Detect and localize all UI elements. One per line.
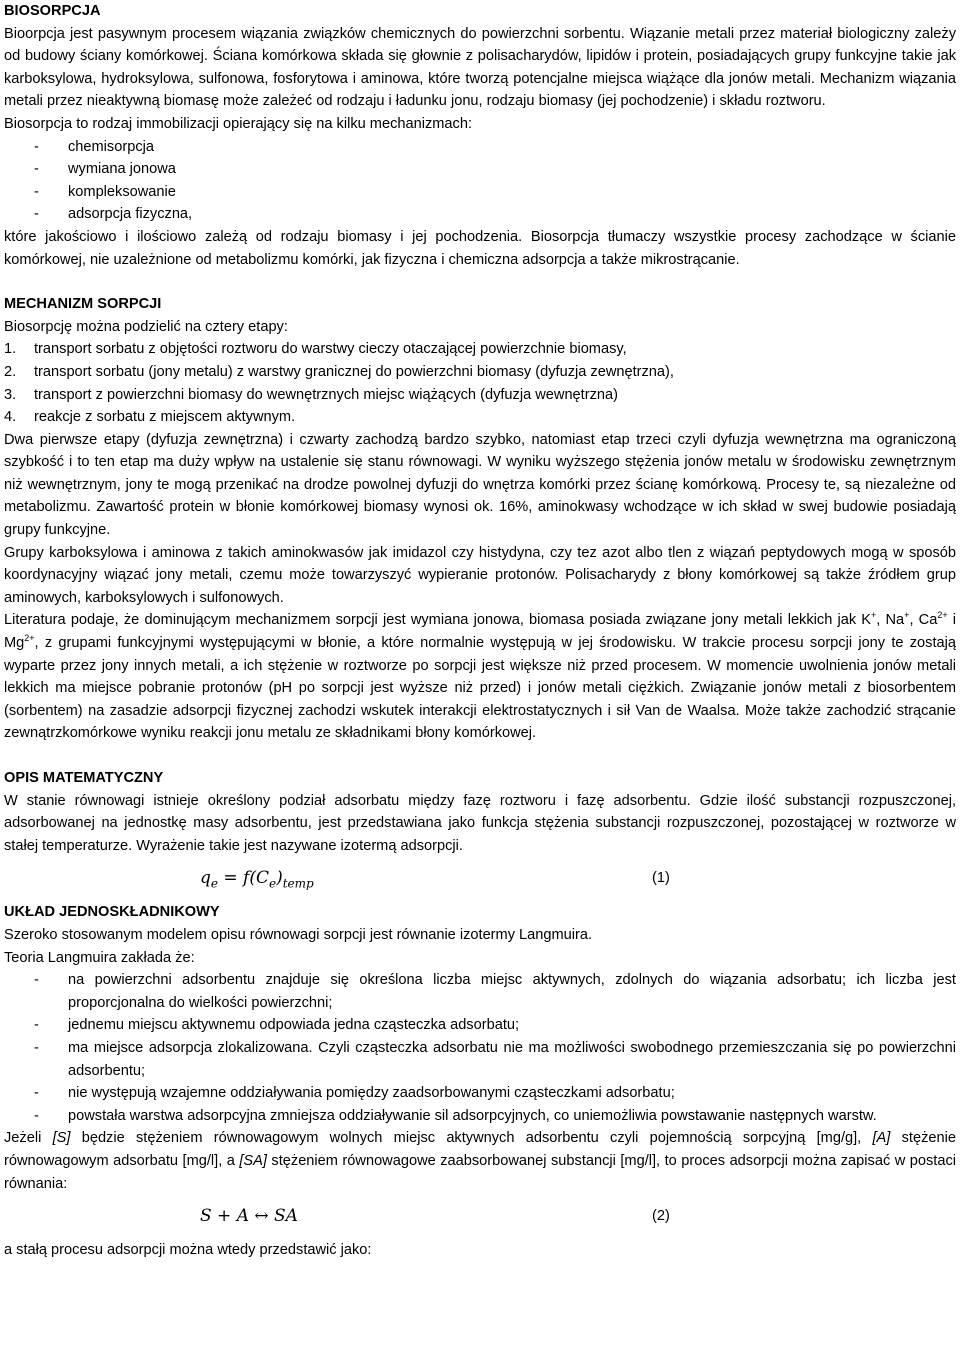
paragraph: a stałą procesu adsorpcji można wtedy przedstawić jako: <box>4 1242 372 1259</box>
equation-number: (2) <box>652 1208 670 1225</box>
list-item: - kompleksowanie <box>4 181 956 204</box>
equation-expression: $q_e = f(C_e)_{temp}$ <box>200 868 314 891</box>
list-item: 1. transport sorbatu z objętości roztworu do warstwy cieczy otaczającej powierzchnie biomasy, <box>4 341 627 358</box>
paragraph: które jakościowo i ilościowo zależą od rodzaju biomasy i jej pochodzenia. Biosorpcja tłumaczy wszystkie procesy zachodzące w ścianie komórkowej, nie uzależnione od metabolizmu komórki, jak fizyczna i chemiczna adsorpcja a także mikrostrącanie. <box>4 228 956 268</box>
list-item: - powstała warstwa adsorpcyjna zmniejsza oddziaływanie sil adsorpcyjnych, co uniemożliwia powstawanie następnych warstw. <box>4 1105 956 1128</box>
paragraph: Dwa pierwsze etapy (dyfuzja zewnętrzna) i czwarty zachodzą bardzo szybko, natomiast etap trzeci czyli dyfuzja wewnętrzna ma ograniczoną szybkość i to ten etap ma duży wpływ na ustalenie się stanu równowagi. W wyniku wyższego stężenia jonów metalu w środowisku zewnętrznym niż wewnętrznym, jony te mogą przenikać na drodze powolnej dyfuzji do wnętrza komórki przez ścianę komórkową. Procesy te, są niezależne od metabolizmu. Zawartość protein w błonie komórkowej biomasy wynosi ok. 16%, aminokwasy wchodzące w ich skład w swej budowie posiadają grupy funkcyjne. <box>4 431 956 539</box>
heading-opis-matematyczny: OPIS MATEMATYCZNY <box>4 770 164 786</box>
equation-1 <box>4 857 956 901</box>
list-item: 4. reakcje z sorbatu z miejscem aktywnym. <box>4 409 296 426</box>
list-item: - wymiana jonowa <box>4 158 956 181</box>
list-item: - adsorpcja fizyczna, <box>4 203 956 226</box>
list-item: 2. transport sorbatu (jony metalu) z warstwy granicznej do powierzchni biomasy (dyfuzja zewnętrzna), <box>4 363 674 380</box>
paragraph: Biosorpcję można podzielić na cztery etapy: <box>4 318 288 335</box>
equation-2 <box>4 1195 956 1239</box>
paragraph: Literatura podaje, że dominującym mechanizmem sorpcji jest wymiana jonowa, biomasa posiada związane jony metali lekkich jak K+, Na+, $Ca^{2+}$ i $Mg^{2+}$, z grupami funkcyjnymi występującymi w błonie, a które normalnie występują w jej środowisku. W trakcie procesu sorpcji jony te zostają wyparte przez jony innych metali, a ich stężenie w roztworze po sorpcji jest większe niż przed procesem. W momencie uwolnienia jonów metali lekkich ma miejsce pobranie protonów (pH po sorpcji jest wyższe niż przed) i jonów metali ciężkich. Związanie jonów metali z biosorbentem (sorbentem) na zasadzie adsorpcji fizycznej zachodzi wskutek interakcji elektrostatycznych i sił Van de Waalsa. Może także zachodzić strącanie zewnątrzkomórkowe wyniku reakcji jonu metalu ze składnikami błony komórkowej. <box>4 610 956 742</box>
list-item: - nie występują wzajemne oddziaływania pomiędzy zaadsorbowanymi cząsteczkami adsorbatu; <box>4 1082 956 1105</box>
heading-mechanizm: MECHANIZM SORPCJI <box>4 296 162 313</box>
heading-biosorpcja: BIOSORPCJA <box>4 3 101 19</box>
list-item: - na powierzchni adsorbentu znajduje się określona liczba miejsc aktywnych, zdolnych do wiązania adsorbatu; ich liczba jest proporcjonalna do wielkości powierzchni; <box>4 969 956 1014</box>
paragraph: W stanie równowagi istnieje określony podział adsorbatu między fazę roztworu i fazę adsorbentu. Gdzie ilość substancji rozpuszczonej, adsorbowanej na jednostkę masy adsorbentu, jest przedstawiana jako funkcja stężenia substancji rozpuszczonej, pozostającej w roztworze w stałej temperaturze. Wyrażenie takie jest nazywane izotermą adsorpcji. <box>4 792 956 854</box>
paragraph: Bioorpcja jest pasywnym procesem wiązania związków chemicznych do powierzchni sorbentu. Wiązanie metali przez materiał biologiczny zależy od budowy ściany komórkowej. Ściana komórkowa składa się głownie z polisacharydów, lipidów i protein, posiadających grupy funkcyjne takie jak karboksylowa, hydroksylowa, sulfonowa, fosforytowa i aminowa, które tworzą potencjalne miejsca wiążące dla jonów metali. Mechanizm wiązania metali przez nieaktywną biomasę może zależeć od rodzaju i ładunku jonu, rodzaju biomasy (jej pochodzenie) i składu roztworu. <box>4 25 956 110</box>
paragraph: Biosorpcja to rodzaj immobilizacji opierający się na kilku mechanizmach: <box>4 115 473 132</box>
list-item: - chemisorpcja <box>4 136 956 159</box>
paragraph: Grupy karboksylowa i aminowa z takich aminokwasów jak imidazol czy histydyna, czy tez azot albo tlen z wiązań peptydowych mogą w sposób koordynacyjny wiązać jony metali, czemu może towarzyszyć wypieranie protonów. Polisacharydy z błony komórkowej są także źródłem grup aminowych, karboksylowych i sulfonowych. <box>4 544 956 606</box>
list-item: 3. transport z powierzchni biomasy do wewnętrznych miejsc wiążących (dyfuzja wewnętrzna) <box>4 386 618 403</box>
mechanisms-list <box>4 136 956 226</box>
equation-expression: S + A ↔ SA <box>200 1206 298 1227</box>
steps-list <box>4 338 956 428</box>
paragraph: Teoria Langmuira zakłada że: <box>4 949 195 966</box>
list-item: - ma miejsce adsorpcja zlokalizowana. Czyli cząsteczka adsorbatu nie ma możliwości swobodnego przemieszczania się po powierzchni adsorbentu; <box>4 1037 956 1082</box>
paragraph: Szeroko stosowanym modelem opisu równowagi sorpcji jest równanie izotermy Langmuira. <box>4 926 593 943</box>
list-item: - jednemu miejscu aktywnemu odpowiada jedna cząsteczka adsorbatu; <box>4 1014 956 1037</box>
heading-uklad: UKŁAD JEDNOSKŁADNIKOWY <box>4 904 220 921</box>
paragraph: Jeżeli [S] będzie stężeniem równowagowym wolnych miejsc aktywnych adsorbentu czyli pojemnością sorpcyjną [mg/g], [A] stężenie równowagowym adsorbatu [mg/l], a [SA] stężeniem równowagowe zaabsorbowanej substancji [mg/l], to proces adsorpcji można zapisać w postaci równania: <box>4 1130 956 1192</box>
equation-number: (1) <box>652 870 670 887</box>
assumptions-list <box>4 969 956 1127</box>
